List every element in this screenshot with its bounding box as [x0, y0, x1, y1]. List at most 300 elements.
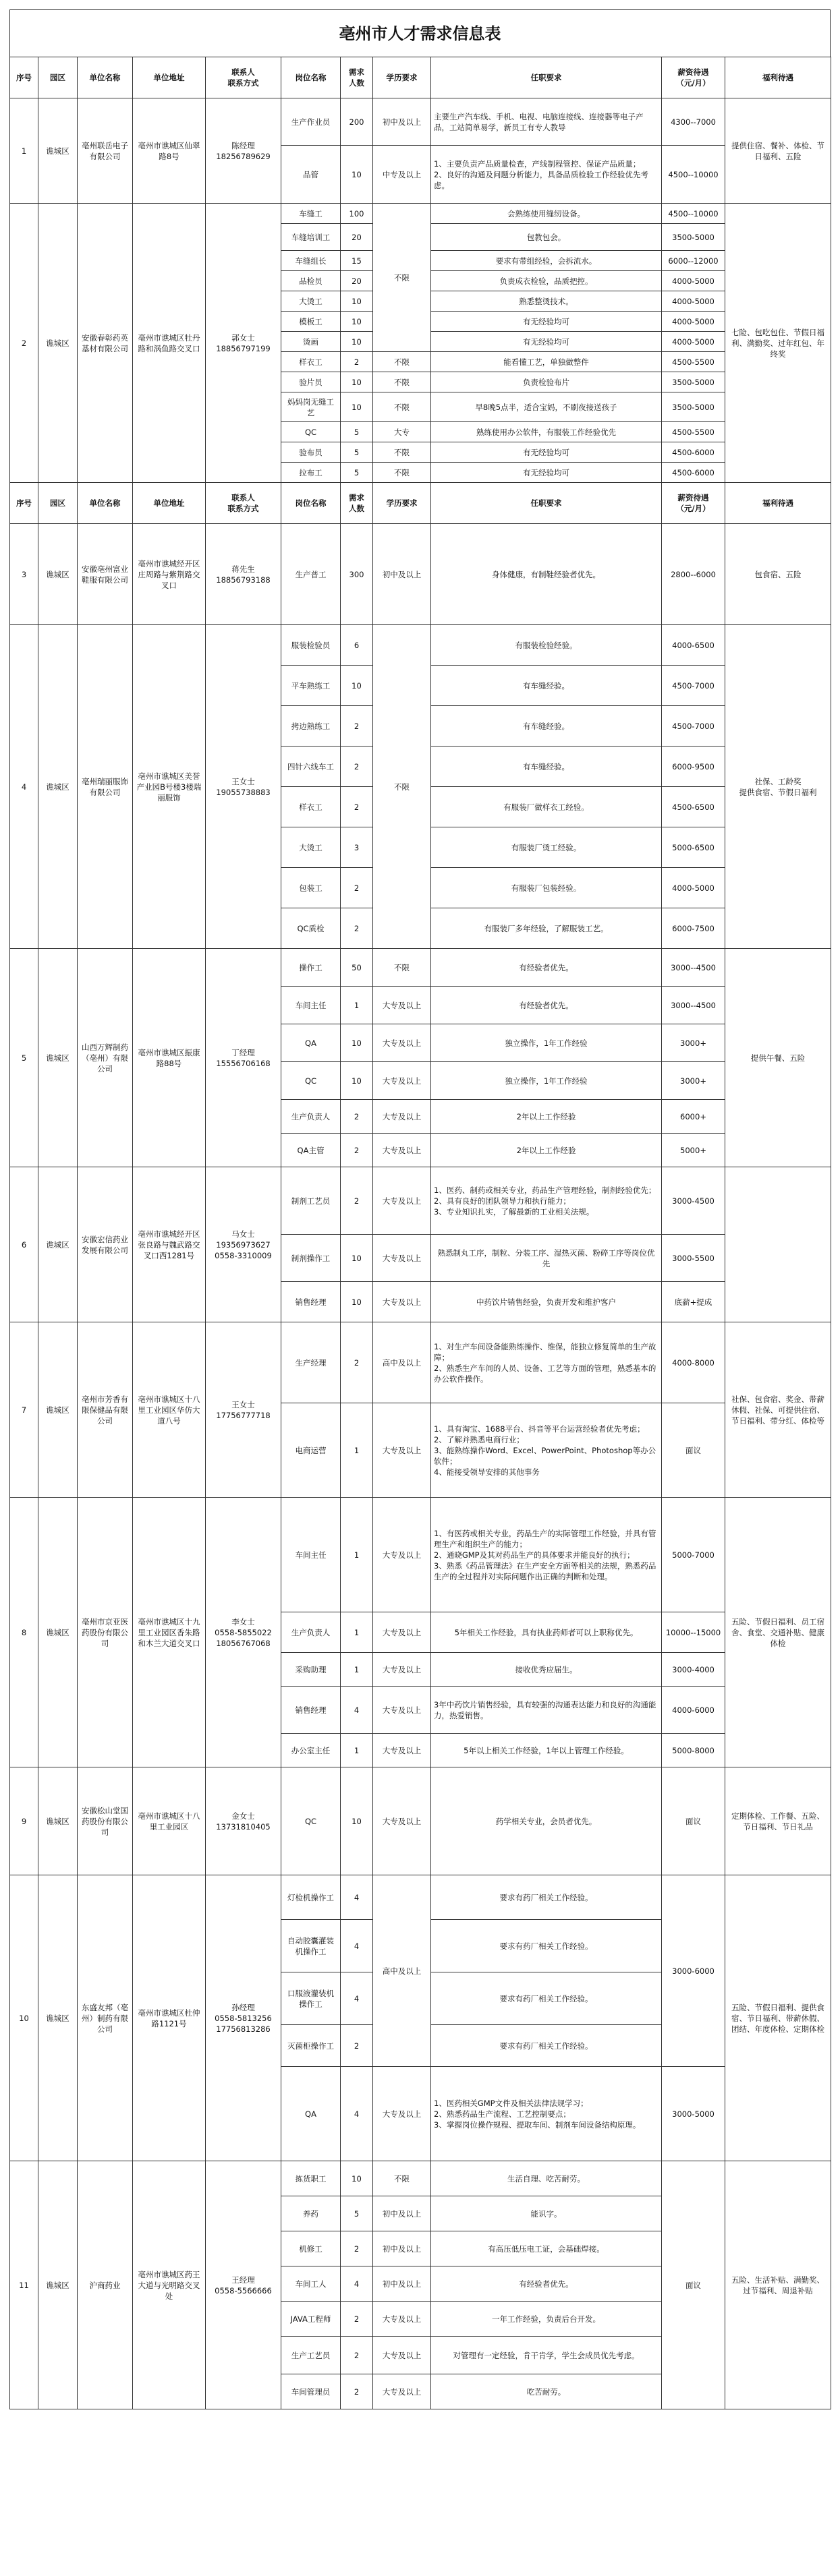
salary-cell: 4000-5000: [662, 868, 725, 908]
education-requirement: 大专及以上: [373, 1235, 431, 1282]
salary-cell: 3000+: [662, 1062, 725, 1100]
company-name: 东盛友邦（亳州）制药有限公司: [78, 1875, 133, 2161]
job-requirement: 有经验者优先。: [431, 2266, 662, 2302]
job-count: 2: [341, 706, 373, 747]
job-requirement: 3年中药饮片销售经验，具有较强的沟通表达能力和良好的沟通能力，热爱销售。: [431, 1687, 662, 1734]
job-count: 300: [341, 524, 373, 625]
column-header: 联系人 联系方式: [206, 483, 281, 524]
job-count: 4: [341, 1920, 373, 1972]
welfare-cell: 七险、包吃包住、节假日福利、满勤奖、过年红包、年终奖: [725, 204, 831, 483]
job-requirement: 独立操作，1年工作经验: [431, 1062, 662, 1100]
job-requirement: 有服装检验经验。: [431, 625, 662, 666]
table-row: [10, 1498, 831, 1612]
column-header: 福利待遇: [725, 57, 831, 98]
job-count: 2: [341, 787, 373, 827]
row-number: 9: [10, 1767, 38, 1875]
salary-cell: 3000--4500: [662, 987, 725, 1024]
job-count: 10: [341, 146, 373, 204]
job-requirement: 有车缝经验。: [431, 747, 662, 787]
education-requirement: 大专及以上: [373, 1062, 431, 1100]
job-count: 10: [341, 332, 373, 352]
salary-cell: 5000-7000: [662, 1498, 725, 1612]
job-count: 10: [341, 1282, 373, 1322]
job-count: 2: [341, 2231, 373, 2266]
education-requirement: 大专及以上: [373, 1687, 431, 1734]
salary-cell: 3000-6000: [662, 1875, 725, 2067]
job-count: 2: [341, 908, 373, 949]
welfare-cell: 定期体检、工作餐、五险、节日福利、节日礼品: [725, 1767, 831, 1875]
job-requirement: 有高压低压电工证，会基础焊接。: [431, 2231, 662, 2266]
job-count: 10: [341, 1767, 373, 1875]
column-header: 园区: [38, 483, 78, 524]
contact-cell: 蒋先生 18856793188: [206, 524, 281, 625]
job-title: 拷边熟练工: [281, 706, 341, 747]
job-requirement: 吃苦耐劳。: [431, 2374, 662, 2409]
salary-cell: 3000-5000: [662, 2067, 725, 2161]
row-number: 5: [10, 949, 38, 1167]
welfare-cell: 包食宿、五险: [725, 524, 831, 625]
contact-cell: 王女士 17756777718: [206, 1322, 281, 1498]
company-name: 安徽宏信药业发展有限公司: [78, 1167, 133, 1322]
column-header: 园区: [38, 57, 78, 98]
job-requirement: 有服装厂烫工经验。: [431, 827, 662, 868]
job-requirement: 熟悉制丸工序，制粒、分装工序、湿热灭菌、粉碎工序等岗位优先: [431, 1235, 662, 1282]
education-requirement: 大专及以上: [373, 987, 431, 1024]
park-cell: 谯城区: [38, 204, 78, 483]
job-title: 拣货职工: [281, 2161, 341, 2196]
row-number: 4: [10, 625, 38, 949]
job-requirement: 会熟练使用缝纫设备。: [431, 204, 662, 224]
company-address: 亳州市谯城区仙翠路8号: [133, 98, 206, 204]
job-requirement: 要求有药厂相关工作经验。: [431, 1972, 662, 2025]
job-requirement: 能识字。: [431, 2196, 662, 2231]
job-requirement: 1、医药相关GMP文件及相关法律法规学习； 2、熟悉药品生产流程、工艺控制要点； 3、掌握岗位操作规程、提取车间、制剂车间设备结构原理。: [431, 2067, 662, 2161]
job-requirement: 有服装厂做样衣工经验。: [431, 787, 662, 827]
company-address: 亳州市谯城区十八里工业园区: [133, 1767, 206, 1875]
salary-cell: 2800--6000: [662, 524, 725, 625]
job-requirement: 熟悉整烫技术。: [431, 291, 662, 312]
job-title: 生产负责人: [281, 1612, 341, 1653]
column-header: 需求 人数: [341, 57, 373, 98]
salary-cell: 4000-5000: [662, 271, 725, 291]
table-row: [10, 1875, 831, 1920]
salary-cell: 5000+: [662, 1134, 725, 1167]
salary-cell: 4000-6000: [662, 1687, 725, 1734]
education-requirement: 大专及以上: [373, 1134, 431, 1167]
job-requirement: 要求有药厂相关工作经验。: [431, 1920, 662, 1972]
company-name: 沪商药业: [78, 2161, 133, 2409]
talent-demand-table: [9, 57, 831, 2409]
job-title: 品检员: [281, 271, 341, 291]
table-row: [10, 1167, 831, 1235]
job-requirement: 接收优秀应届生。: [431, 1653, 662, 1687]
job-title: 车间管理员: [281, 2374, 341, 2409]
job-count: 200: [341, 98, 373, 146]
job-requirement: 有无经验均可: [431, 463, 662, 483]
job-requirement: 有无经验均可: [431, 332, 662, 352]
job-count: 50: [341, 949, 373, 987]
job-count: 5: [341, 422, 373, 442]
job-title: 销售经理: [281, 1282, 341, 1322]
job-count: 1: [341, 1734, 373, 1767]
job-requirement: 中药饮片销售经验，负责开发和维护客户: [431, 1282, 662, 1322]
salary-cell: 6000-7500: [662, 908, 725, 949]
contact-cell: 马女士 19356973627 0558-3310009: [206, 1167, 281, 1322]
job-title: 验片员: [281, 372, 341, 392]
column-header: 单位地址: [133, 483, 206, 524]
job-requirement: 有车缝经验。: [431, 666, 662, 706]
education-requirement: 大专及以上: [373, 1612, 431, 1653]
page-title: 亳州市人才需求信息表: [9, 9, 831, 57]
job-title: 验布员: [281, 442, 341, 463]
contact-cell: 李女士 0558-5855022 18056767068: [206, 1498, 281, 1767]
salary-cell: 面议: [662, 2161, 725, 2409]
salary-cell: 4000-8000: [662, 1322, 725, 1403]
header-row: [10, 483, 831, 524]
table-row: [10, 204, 831, 224]
column-header: 岗位名称: [281, 57, 341, 98]
job-requirement: 1、有医药或相关专业，药品生产的实际管理工作经验，并具有管理生产和组织生产的能力； 2、通晓GMP及其对药品生产的具体要求并能良好的执行； 3、熟悉《药品管理法》在生产安全方面等相关的法规，熟悉药品生产的全过程并对实际问题作出正确的判断和处理。: [431, 1498, 662, 1612]
park-cell: 谯城区: [38, 1875, 78, 2161]
job-title: 品管: [281, 146, 341, 204]
park-cell: 谯城区: [38, 524, 78, 625]
job-requirement: 要求有带组经验，会拆流水。: [431, 251, 662, 271]
education-requirement: 高中及以上: [373, 1322, 431, 1403]
job-count: 10: [341, 1024, 373, 1062]
job-title: 销售经理: [281, 1687, 341, 1734]
salary-cell: 6000-9500: [662, 747, 725, 787]
job-count: 5: [341, 463, 373, 483]
education-requirement: 不限: [373, 2161, 431, 2196]
salary-cell: 4500--10000: [662, 146, 725, 204]
salary-cell: 4000-5000: [662, 312, 725, 332]
education-requirement: 大专及以上: [373, 2374, 431, 2409]
job-title: 办公室主任: [281, 1734, 341, 1767]
job-title: 生产作业员: [281, 98, 341, 146]
salary-cell: 5000-8000: [662, 1734, 725, 1767]
job-title: 大烫工: [281, 291, 341, 312]
job-count: 3: [341, 827, 373, 868]
education-requirement: 初中及以上: [373, 2266, 431, 2302]
job-requirement: 有服装厂包装经验。: [431, 868, 662, 908]
salary-cell: 3000-4500: [662, 1167, 725, 1235]
job-title: 电商运营: [281, 1403, 341, 1498]
salary-cell: 6000--12000: [662, 251, 725, 271]
job-title: 车间主任: [281, 1498, 341, 1612]
job-count: 20: [341, 224, 373, 251]
contact-cell: 陈经理 18256789629: [206, 98, 281, 204]
column-header: 单位地址: [133, 57, 206, 98]
company-name: 安徽亳州富业鞋服有限公司: [78, 524, 133, 625]
company-address: 亳州市谯城经开区张良路与魏武路交叉口西1281号: [133, 1167, 206, 1322]
job-title: 大烫工: [281, 827, 341, 868]
company-address: 亳州市谯城区杜仲路1121号: [133, 1875, 206, 2161]
company-name: 亳州市京亚医药股份有限公司: [78, 1498, 133, 1767]
education-requirement: 大专及以上: [373, 2337, 431, 2374]
welfare-cell: 提供午餐、五险: [725, 949, 831, 1167]
job-count: 2: [341, 1134, 373, 1167]
welfare-cell: 提供住宿、餐补、体检、节日福利、五险: [725, 98, 831, 204]
job-title: 妈妈岗无缝工艺: [281, 392, 341, 422]
job-count: 10: [341, 666, 373, 706]
park-cell: 谯城区: [38, 1322, 78, 1498]
job-count: 10: [341, 2161, 373, 2196]
row-number: 10: [10, 1875, 38, 2161]
job-title: 烫画: [281, 332, 341, 352]
job-count: 2: [341, 747, 373, 787]
education-requirement: 大专及以上: [373, 1024, 431, 1062]
welfare-cell: 五险、节假日福利、提供食宿、节日福利、带薪休假、团结、年度体检、定期体检: [725, 1875, 831, 2161]
job-requirement: 负责成衣检验，品质把控。: [431, 271, 662, 291]
education-requirement: 不限: [373, 625, 431, 949]
salary-cell: 面议: [662, 1403, 725, 1498]
job-requirement: 5年相关工作经验，具有执业药师者可以上职称优先。: [431, 1612, 662, 1653]
park-cell: 谯城区: [38, 1767, 78, 1875]
park-cell: 谯城区: [38, 625, 78, 949]
job-count: 2: [341, 1100, 373, 1134]
job-count: 1: [341, 1612, 373, 1653]
education-requirement: 大专及以上: [373, 2067, 431, 2161]
salary-cell: 3000+: [662, 1024, 725, 1062]
job-title: 车缝培训工: [281, 224, 341, 251]
job-requirement: 要求有药厂相关工作经验。: [431, 2025, 662, 2067]
job-requirement: 对管理有一定经验，肯干肯学，学生会成员优先考虑。: [431, 2337, 662, 2374]
job-requirement: 能看懂工艺，单独做整件: [431, 352, 662, 372]
education-requirement: 不限: [373, 442, 431, 463]
job-requirement: 1、具有淘宝、1688平台、抖音等平台运营经验者优先考虑； 2、了解并熟悉电商行业； 3、能熟练操作Word、Excel、PowerPoint、Photoshop等办公软件； 4、能接受领导安排的其他事务: [431, 1403, 662, 1498]
job-count: 2: [341, 2302, 373, 2337]
park-cell: 谯城区: [38, 1498, 78, 1767]
company-name: 亳州联岳电子有限公司: [78, 98, 133, 204]
table-row: [10, 2161, 831, 2196]
company-name: 山西万辉制药（亳州）有限公司: [78, 949, 133, 1167]
job-count: 1: [341, 1653, 373, 1687]
education-requirement: 高中及以上: [373, 1875, 431, 2067]
job-count: 4: [341, 1687, 373, 1734]
table-row: [10, 524, 831, 625]
job-count: 10: [341, 291, 373, 312]
job-requirement: 有无经验均可: [431, 442, 662, 463]
job-title: 制剂操作工: [281, 1235, 341, 1282]
job-title: 车间主任: [281, 987, 341, 1024]
job-requirement: 生活自理、吃苦耐劳。: [431, 2161, 662, 2196]
welfare-cell: 五险、节假日福利、员工宿舍、食堂、交通补贴、健康体检: [725, 1498, 831, 1767]
job-count: 100: [341, 204, 373, 224]
salary-cell: 3000--4500: [662, 949, 725, 987]
education-requirement: 不限: [373, 392, 431, 422]
job-requirement: 有无经验均可: [431, 312, 662, 332]
salary-cell: 4500-7000: [662, 706, 725, 747]
education-requirement: 大专及以上: [373, 1403, 431, 1498]
contact-cell: 金女士 13731810405: [206, 1767, 281, 1875]
salary-cell: 面议: [662, 1767, 725, 1875]
salary-cell: 4000-6500: [662, 625, 725, 666]
column-header: 福利待遇: [725, 483, 831, 524]
salary-cell: 4500-5500: [662, 352, 725, 372]
job-title: 样衣工: [281, 787, 341, 827]
job-count: 4: [341, 1972, 373, 2025]
job-title: 操作工: [281, 949, 341, 987]
job-count: 6: [341, 625, 373, 666]
row-number: 7: [10, 1322, 38, 1498]
park-cell: 谯城区: [38, 1167, 78, 1322]
job-title: QC: [281, 1767, 341, 1875]
job-title: 模板工: [281, 312, 341, 332]
column-header: 学历要求: [373, 483, 431, 524]
job-count: 1: [341, 1498, 373, 1612]
row-number: 1: [10, 98, 38, 204]
salary-cell: 4000-5000: [662, 332, 725, 352]
job-count: 2: [341, 1167, 373, 1235]
table-body: [10, 57, 831, 2409]
salary-cell: 4500-6000: [662, 442, 725, 463]
salary-cell: 3500-5000: [662, 224, 725, 251]
salary-cell: 10000--15000: [662, 1612, 725, 1653]
column-header: 薪资待遇 （元/月）: [662, 57, 725, 98]
job-requirement: 5年以上相关工作经验，1年以上管理工作经验。: [431, 1734, 662, 1767]
job-count: 4: [341, 2266, 373, 2302]
job-requirement: 2年以上工作经验: [431, 1100, 662, 1134]
job-count: 4: [341, 1875, 373, 1920]
job-count: 2: [341, 868, 373, 908]
job-requirement: 1、主要负责产品质量检查，产线制程管控、保证产品质量； 2、良好的沟通及问题分析能力，具备品质检验工作经验优先考虑。: [431, 146, 662, 204]
park-cell: 谯城区: [38, 98, 78, 204]
salary-cell: 3000-4000: [662, 1653, 725, 1687]
job-title: JAVA工程师: [281, 2302, 341, 2337]
company-name: 亳州市芳香有限保健品有限公司: [78, 1322, 133, 1498]
salary-cell: 4500-6000: [662, 463, 725, 483]
job-count: 2: [341, 2374, 373, 2409]
job-count: 5: [341, 442, 373, 463]
job-requirement: 独立操作，1年工作经验: [431, 1024, 662, 1062]
welfare-cell: [725, 1167, 831, 1322]
job-title: 生产工艺员: [281, 2337, 341, 2374]
column-header: 任职要求: [431, 57, 662, 98]
education-requirement: 大专及以上: [373, 1167, 431, 1235]
job-title: 灭菌柜操作工: [281, 2025, 341, 2067]
job-title: QA主管: [281, 1134, 341, 1167]
contact-cell: 孙经理 0558-5813256 17756813286: [206, 1875, 281, 2161]
job-requirement: 2年以上工作经验: [431, 1134, 662, 1167]
row-number: 3: [10, 524, 38, 625]
company-address: 亳州市谯城区振康路88号: [133, 949, 206, 1167]
column-header: 联系人 联系方式: [206, 57, 281, 98]
contact-cell: 王经理 0558-5566666: [206, 2161, 281, 2409]
job-requirement: 包教包会。: [431, 224, 662, 251]
table-row: [10, 625, 831, 666]
job-title: 样衣工: [281, 352, 341, 372]
job-count: 10: [341, 1062, 373, 1100]
job-title: 机修工: [281, 2231, 341, 2266]
row-number: 11: [10, 2161, 38, 2409]
park-cell: 谯城区: [38, 2161, 78, 2409]
contact-cell: 丁经理 15556706168: [206, 949, 281, 1167]
salary-cell: 3500-5000: [662, 392, 725, 422]
salary-cell: 3000-5500: [662, 1235, 725, 1282]
header-row: [10, 57, 831, 98]
education-requirement: 大专及以上: [373, 1767, 431, 1875]
job-title: 采购助理: [281, 1653, 341, 1687]
table-row: [10, 1322, 831, 1403]
column-header: 任职要求: [431, 483, 662, 524]
job-title: QA: [281, 1024, 341, 1062]
job-title: 包装工: [281, 868, 341, 908]
job-count: 5: [341, 2196, 373, 2231]
job-count: 2: [341, 352, 373, 372]
salary-cell: 5000-6500: [662, 827, 725, 868]
row-number: 6: [10, 1167, 38, 1322]
company-address: 亳州市谯城区药王大道与光明路交叉处: [133, 2161, 206, 2409]
table-row: [10, 949, 831, 987]
job-count: 15: [341, 251, 373, 271]
education-requirement: 初中及以上: [373, 98, 431, 146]
table-row: [10, 1767, 831, 1875]
row-number: 8: [10, 1498, 38, 1767]
education-requirement: 不限: [373, 372, 431, 392]
job-count: 20: [341, 271, 373, 291]
welfare-cell: 五险、生活补贴、满勤奖、过节福利、周退补贴: [725, 2161, 831, 2409]
job-count: 1: [341, 987, 373, 1024]
education-requirement: 初中及以上: [373, 2231, 431, 2266]
company-name: 亳州瑞丽服饰有限公司: [78, 625, 133, 949]
job-requirement: 主要生产汽车线、手机、电视、电脑连接线、连接器等电子产品，工站简单易学，新员工有专人教导: [431, 98, 662, 146]
job-title: 生产经理: [281, 1322, 341, 1403]
education-requirement: 不限: [373, 352, 431, 372]
job-requirement: 有服装厂多年经验，了解服装工艺。: [431, 908, 662, 949]
park-cell: 谯城区: [38, 949, 78, 1167]
welfare-cell: 社保、包食宿、奖金、带薪休假、社保、可提供住宿、节日福利、带分红、体检等: [725, 1322, 831, 1498]
education-requirement: 不限: [373, 949, 431, 987]
job-title: QA: [281, 2067, 341, 2161]
column-header: 序号: [10, 57, 38, 98]
job-requirement: 熟练使用办公软件，有服装工作经验优先: [431, 422, 662, 442]
job-title: QC: [281, 1062, 341, 1100]
job-title: QC: [281, 422, 341, 442]
salary-cell: 3500-5000: [662, 372, 725, 392]
job-requirement: 有经验者优先。: [431, 987, 662, 1024]
welfare-cell: 社保、工龄奖 提供食宿、节假日福利: [725, 625, 831, 949]
company-name: 安徽春彰药英基材有限公司: [78, 204, 133, 483]
job-title: 灯检机操作工: [281, 1875, 341, 1920]
job-count: 10: [341, 1235, 373, 1282]
education-requirement: 初中及以上: [373, 2196, 431, 2231]
job-title: 平车熟练工: [281, 666, 341, 706]
education-requirement: 大专及以上: [373, 1100, 431, 1134]
column-header: 序号: [10, 483, 38, 524]
education-requirement: 不限: [373, 204, 431, 352]
job-title: 四针六线车工: [281, 747, 341, 787]
education-requirement: 大专及以上: [373, 1653, 431, 1687]
job-requirement: 有经验者优先。: [431, 949, 662, 987]
education-requirement: 大专: [373, 422, 431, 442]
job-title: 生产普工: [281, 524, 341, 625]
column-header: 需求 人数: [341, 483, 373, 524]
contact-cell: 王女士 19055738883: [206, 625, 281, 949]
job-requirement: 药学相关专业，会员者优先。: [431, 1767, 662, 1875]
job-count: 1: [341, 1403, 373, 1498]
job-title: 拉布工: [281, 463, 341, 483]
job-title: 服装检验员: [281, 625, 341, 666]
salary-cell: 4500-7000: [662, 666, 725, 706]
job-count: 4: [341, 2067, 373, 2161]
job-title: 车缝工: [281, 204, 341, 224]
company-address: 亳州市谯城区十八里工业园区华仿大道八号: [133, 1322, 206, 1498]
job-requirement: 有车缝经验。: [431, 706, 662, 747]
job-requirement: 身体健康，有制鞋经验者优先。: [431, 524, 662, 625]
job-title: 自动胶囊灌装机操作工: [281, 1920, 341, 1972]
salary-cell: 4300--7000: [662, 98, 725, 146]
salary-cell: 4500-6500: [662, 787, 725, 827]
